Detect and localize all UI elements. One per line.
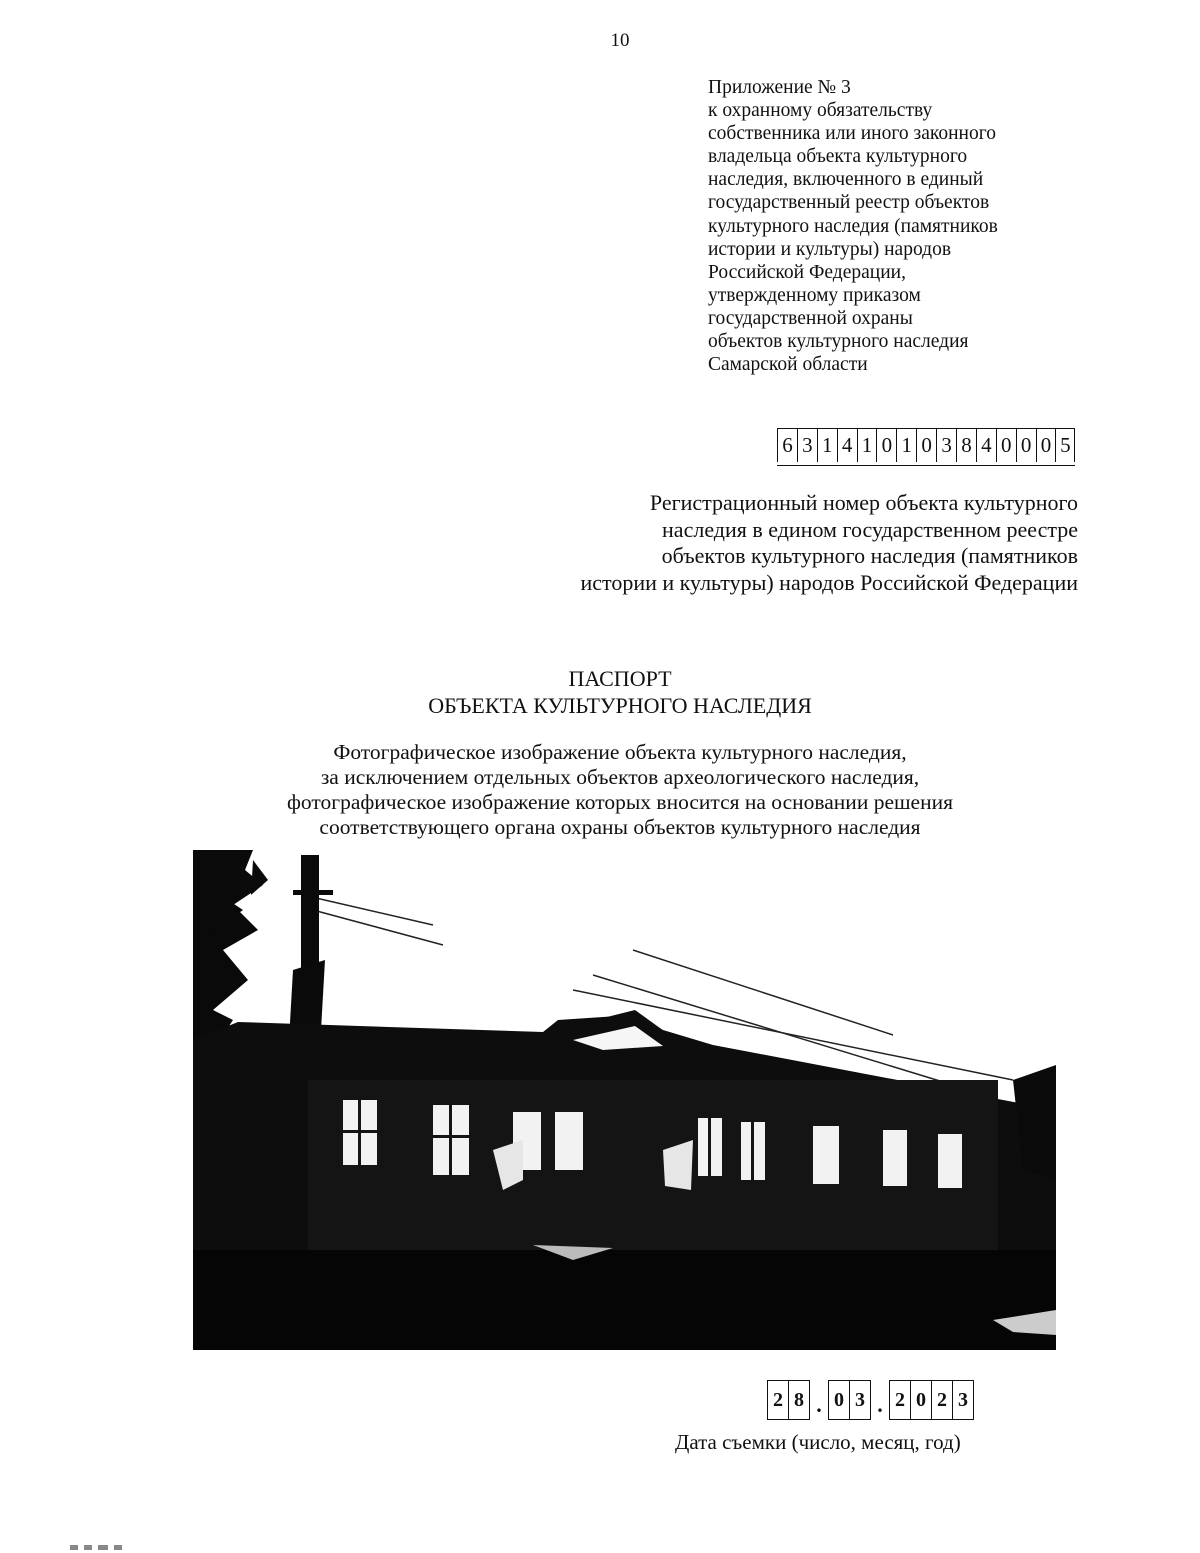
registration-number-caption [518,490,1078,596]
registration-digit: 0 [996,429,1016,462]
shooting-date-caption: Дата съемки (число, месяц, год) [675,1430,961,1454]
caption-line: истории и культуры) народов Российской Федерации [580,569,1078,595]
appendix-line: культурного наследия (памятников [708,215,998,237]
heritage-object-photo [193,850,1056,1350]
registration-digit: 1 [817,429,837,462]
caption-line: Фотографическое изображение объекта культурного наследия, [333,740,907,764]
caption-line: объектов культурного наследия (памятников [661,543,1078,568]
photo-caption [0,740,1200,840]
registration-digit: 4 [837,429,857,462]
scan-artifact [70,1543,140,1551]
passport-title: ПАСПОРТ [568,666,672,691]
caption-line: наследия в едином государственном реестре [662,516,1078,542]
appendix-line: государственный реестр объектов [708,192,990,214]
appendix-line: объектов культурного наследия [708,331,969,353]
caption-line: соответствующего органа охраны объектов культурного наследия [319,815,921,839]
date-digit: 2 [931,1381,952,1419]
date-digit: 0 [910,1381,931,1419]
registration-digit: 0 [876,429,896,462]
appendix-line: владельца объекта культурного [708,146,968,168]
shooting-date-boxes [767,1378,974,1420]
caption-line: фотографическое изображение которых вносится на основании решения [287,790,953,814]
registration-digit: 0 [1016,429,1036,462]
registration-digit: 3 [936,429,956,462]
date-separator: . [816,1392,822,1417]
appendix-line: Приложение № 3 [708,77,851,98]
date-digit: 8 [788,1381,810,1419]
registration-digit: 4 [976,429,996,462]
date-month [828,1380,871,1420]
registration-digit: 8 [956,429,976,462]
passport-subtitle: ОБЪЕКТА КУЛЬТУРНОГО НАСЛЕДИЯ [428,693,812,718]
date-separator: . [877,1392,883,1417]
registration-digit: 1 [857,429,877,462]
date-digit: 3 [952,1381,974,1419]
registration-digit: 6 [777,429,797,462]
registration-digit: 0 [1036,429,1056,462]
date-digit: 2 [889,1381,910,1419]
date-day [767,1380,810,1420]
appendix-header [708,76,1128,376]
date-digit: 0 [828,1381,849,1419]
date-year [889,1380,974,1420]
caption-line: Регистрационный номер объекта культурного [649,490,1078,515]
appendix-line: утвержденному приказом [708,284,921,306]
registration-digit: 5 [1055,429,1075,462]
appendix-line: наследия, включенного в единый [708,169,984,191]
appendix-line: истории и культуры) народов [708,238,952,260]
date-digit: 3 [849,1381,871,1419]
date-digit: 2 [767,1381,788,1419]
appendix-line: государственной охраны [708,307,913,329]
caption-line: за исключением отдельных объектов археологического наследия, [320,765,920,789]
appendix-line: собственника или иного законного [708,123,996,145]
registration-digit: 3 [797,429,817,462]
appendix-line: к охранному обязательству [708,100,933,122]
registration-number-boxes [777,428,1075,466]
appendix-line: Российской Федерации, [708,261,906,283]
page-number: 10 [610,30,630,51]
registration-digit: 0 [916,429,936,462]
registration-digit: 1 [896,429,916,462]
appendix-line: Самарской области [708,354,868,376]
